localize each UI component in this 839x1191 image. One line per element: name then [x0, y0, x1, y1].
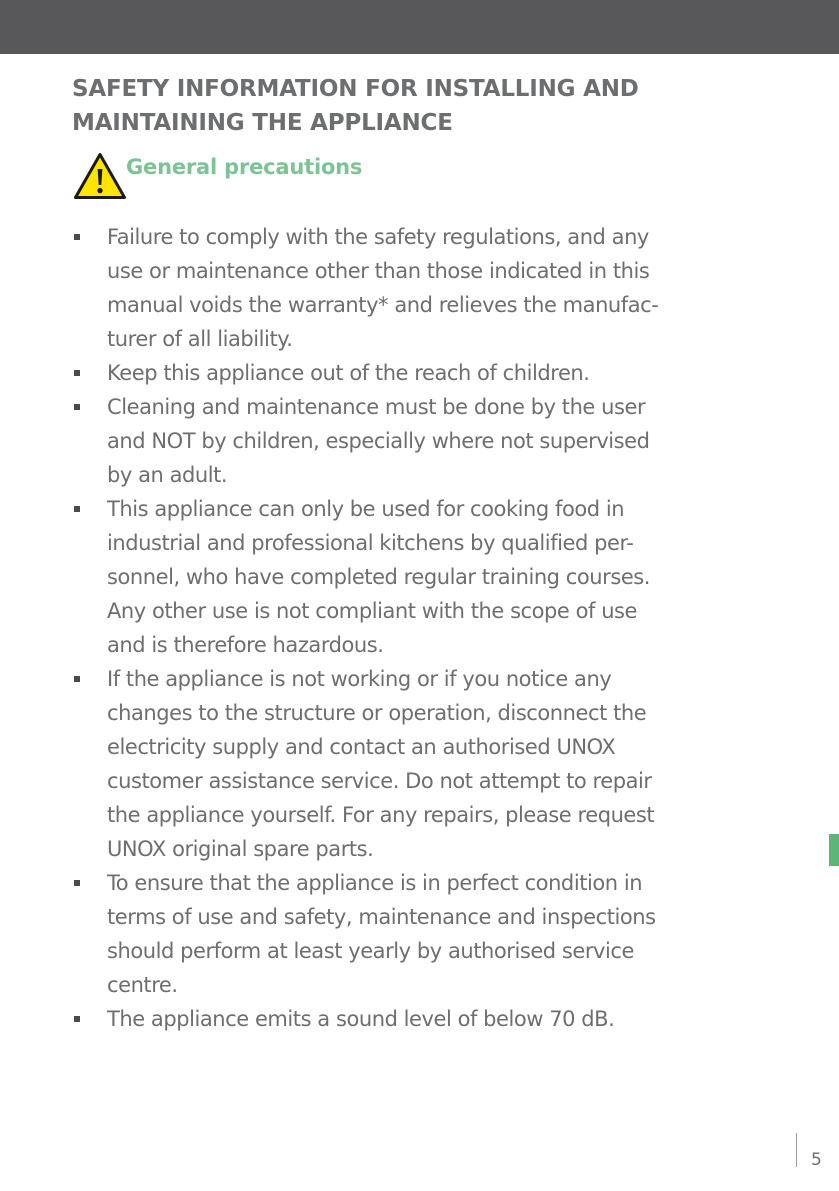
page-number-divider [796, 1133, 797, 1167]
text-line: The appliance emits a sound level of below 70 dB. [107, 1007, 615, 1031]
section-side-tab [829, 834, 839, 866]
page-number: 5 [811, 1150, 822, 1170]
text-line: use or maintenance other than those indicated in this [107, 259, 650, 283]
page-title-line: SAFETY INFORMATION FOR INSTALLING AND [72, 76, 639, 102]
text-line: manual voids the warranty* and relieves the manufac- [107, 293, 659, 317]
list-item [72, 220, 772, 356]
list-item [72, 866, 772, 1002]
text-line: should perform at least yearly by authorised service [107, 939, 634, 963]
square-bullet-icon [74, 1016, 80, 1022]
square-bullet-icon [74, 370, 80, 376]
text-line: electricity supply and contact an authorised UNOX [107, 735, 616, 759]
text-line: centre. [107, 973, 178, 997]
top-bar [0, 0, 839, 54]
text-line: turer of all liability. [107, 327, 293, 351]
page-title [72, 72, 792, 140]
warning-triangle-icon [73, 152, 127, 200]
list-item-text [107, 662, 772, 866]
list-item-text [107, 390, 772, 492]
text-line: Any other use is not compliant with the scope of use [107, 599, 638, 623]
list-item [72, 662, 772, 866]
list-item [72, 356, 772, 390]
text-line: by an adult. [107, 463, 228, 487]
square-bullet-icon [74, 404, 80, 410]
list-item-text [107, 1002, 772, 1036]
text-line: terms of use and safety, maintenance and inspections [107, 905, 656, 929]
text-line: changes to the structure or operation, disconnect the [107, 701, 647, 725]
square-bullet-icon [74, 676, 80, 682]
list-item-text [107, 220, 772, 356]
square-bullet-icon [74, 234, 80, 240]
list-item-text [107, 492, 772, 662]
list-item-text [107, 356, 772, 390]
square-bullet-icon [74, 880, 80, 886]
list-item [72, 1002, 772, 1036]
section-subtitle: General precautions [126, 155, 363, 179]
text-line: customer assistance service. Do not attempt to repair [107, 769, 652, 793]
text-line: Failure to comply with the safety regulations, and any [107, 225, 649, 249]
text-line: Cleaning and maintenance must be done by the user [107, 395, 646, 419]
list-item [72, 390, 772, 492]
text-line: To ensure that the appliance is in perfect condition in [107, 871, 643, 895]
text-line: the appliance yourself. For any repairs, please request [107, 803, 655, 827]
text-line: and NOT by children, especially where not supervised [107, 429, 650, 453]
text-line: This appliance can only be used for cooking food in [107, 497, 625, 521]
text-line: industrial and professional kitchens by qualified per- [107, 531, 634, 555]
square-bullet-icon [74, 506, 80, 512]
page-title-line: MAINTAINING THE APPLIANCE [72, 110, 453, 136]
text-line: UNOX original spare parts. [107, 837, 374, 861]
text-line: If the appliance is not working or if you notice any [107, 667, 612, 691]
text-line: Keep this appliance out of the reach of children. [107, 361, 590, 385]
list-item-text [107, 866, 772, 1002]
list-item [72, 492, 772, 662]
precautions-list [72, 220, 772, 1036]
text-line: sonnel, who have completed regular training courses. [107, 565, 651, 589]
text-line: and is therefore hazardous. [107, 633, 384, 657]
